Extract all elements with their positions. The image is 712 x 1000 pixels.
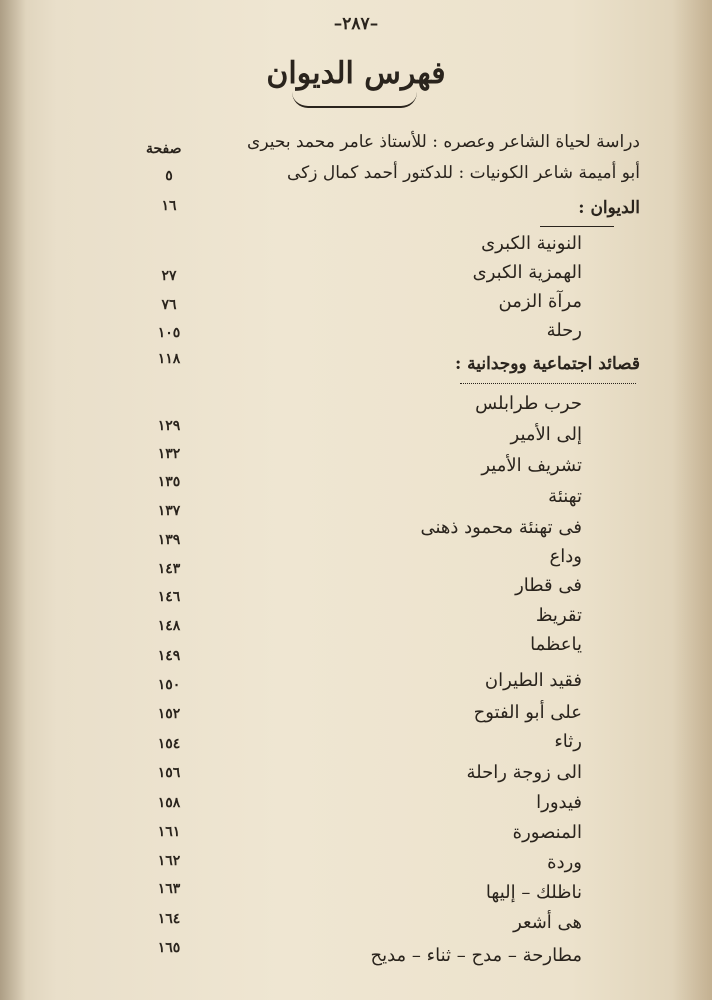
section-heading-social-poems: قصائد اجتماعية ووجدانية : (454, 354, 640, 374)
toc-item: هى أشعر (513, 912, 582, 933)
intro-entry-abu-umaima: أبو أميمة شاعر الكونيات : للدكتور أحمد كمال زكى (286, 163, 640, 183)
toc-item-page: ١٣٥ (157, 474, 181, 490)
heading-underline (540, 226, 614, 227)
toc-item-page: ١٤٨ (157, 618, 181, 634)
toc-item-page: ١٤٣ (157, 561, 181, 577)
page-title: فهرس الديوان (266, 56, 446, 91)
toc-item: فى تهنئة محمود ذهنى (420, 517, 582, 538)
toc-item: تشريف الأمير (481, 455, 582, 476)
toc-item: على أبو الفتوح (473, 702, 582, 723)
toc-item: الى زوجة راحلة (466, 762, 582, 783)
toc-item: رحلة (546, 320, 582, 341)
intro-entry-study: دراسة لحياة الشاعر وعصره : للأستاذ عامر محمد بحيرى (247, 132, 640, 152)
toc-item-page: ١٣٧ (157, 503, 181, 519)
toc-item: ياعظما (530, 634, 582, 655)
toc-item: فيدورا (536, 792, 582, 813)
toc-item: المنصورة (512, 822, 582, 843)
toc-item: ناظلك – إليها (485, 882, 582, 903)
page-edge-right (672, 0, 712, 1000)
heading-underline (460, 383, 636, 384)
toc-item-page: ١٤٦ (157, 589, 181, 605)
toc-item: وردة (547, 852, 582, 873)
page-number: –٢٨٧– (333, 14, 379, 34)
toc-item: فقيد الطيران (484, 670, 582, 691)
page-column-header: صفحة (146, 141, 182, 157)
toc-item-page: ١٦٣ (157, 881, 181, 897)
toc-item: وداع (549, 546, 582, 567)
toc-item: إلى الأمير (510, 424, 582, 445)
page-edge-shadow (0, 0, 26, 1000)
toc-item-page: ١٥٢ (157, 706, 181, 722)
toc-trailing-page: ١٦٥ (157, 940, 181, 956)
toc-item-page: ١٠٥ (157, 325, 181, 341)
toc-item: فى قطار (515, 575, 582, 596)
toc-item-page: ٢٧ (161, 268, 177, 284)
toc-item: مرآة الزمن (498, 291, 582, 312)
toc-item: حرب طرابلس (475, 393, 582, 414)
section-heading-diwan: الديوان : (578, 198, 640, 218)
toc-item-page: ١٥٨ (157, 795, 181, 811)
toc-item-page: ١٤٩ (157, 648, 181, 664)
section-heading-page: ١٦ (161, 198, 177, 214)
toc-item: النونية الكبرى (481, 233, 582, 254)
toc-item-page: ١٦٢ (157, 853, 181, 869)
toc-item-page: ١٥٠ (157, 677, 181, 693)
intro-entry-page: ٥ (165, 168, 173, 184)
toc-item-page: ١٥٤ (157, 736, 181, 752)
toc-item: تهنئة (548, 486, 582, 507)
toc-item: تقريظ (535, 605, 582, 626)
toc-item-page: ١٦٤ (157, 911, 181, 927)
toc-item-page: ١٣٩ (157, 532, 181, 548)
toc-item: الهمزية الكبرى (472, 262, 582, 283)
toc-item-page: ١٥٦ (157, 765, 181, 781)
section-heading-page: ١١٨ (157, 351, 181, 367)
toc-item: رثاء (554, 731, 582, 752)
title-flourish (292, 92, 417, 108)
toc-item-page: ١٣٢ (157, 446, 181, 462)
toc-item: مطارحة – مدح – ثناء – مديح (370, 945, 582, 966)
toc-item-page: ٧٦ (161, 297, 177, 313)
toc-item-page: ١٢٩ (157, 418, 181, 434)
toc-item-page: ١٦١ (157, 824, 181, 840)
